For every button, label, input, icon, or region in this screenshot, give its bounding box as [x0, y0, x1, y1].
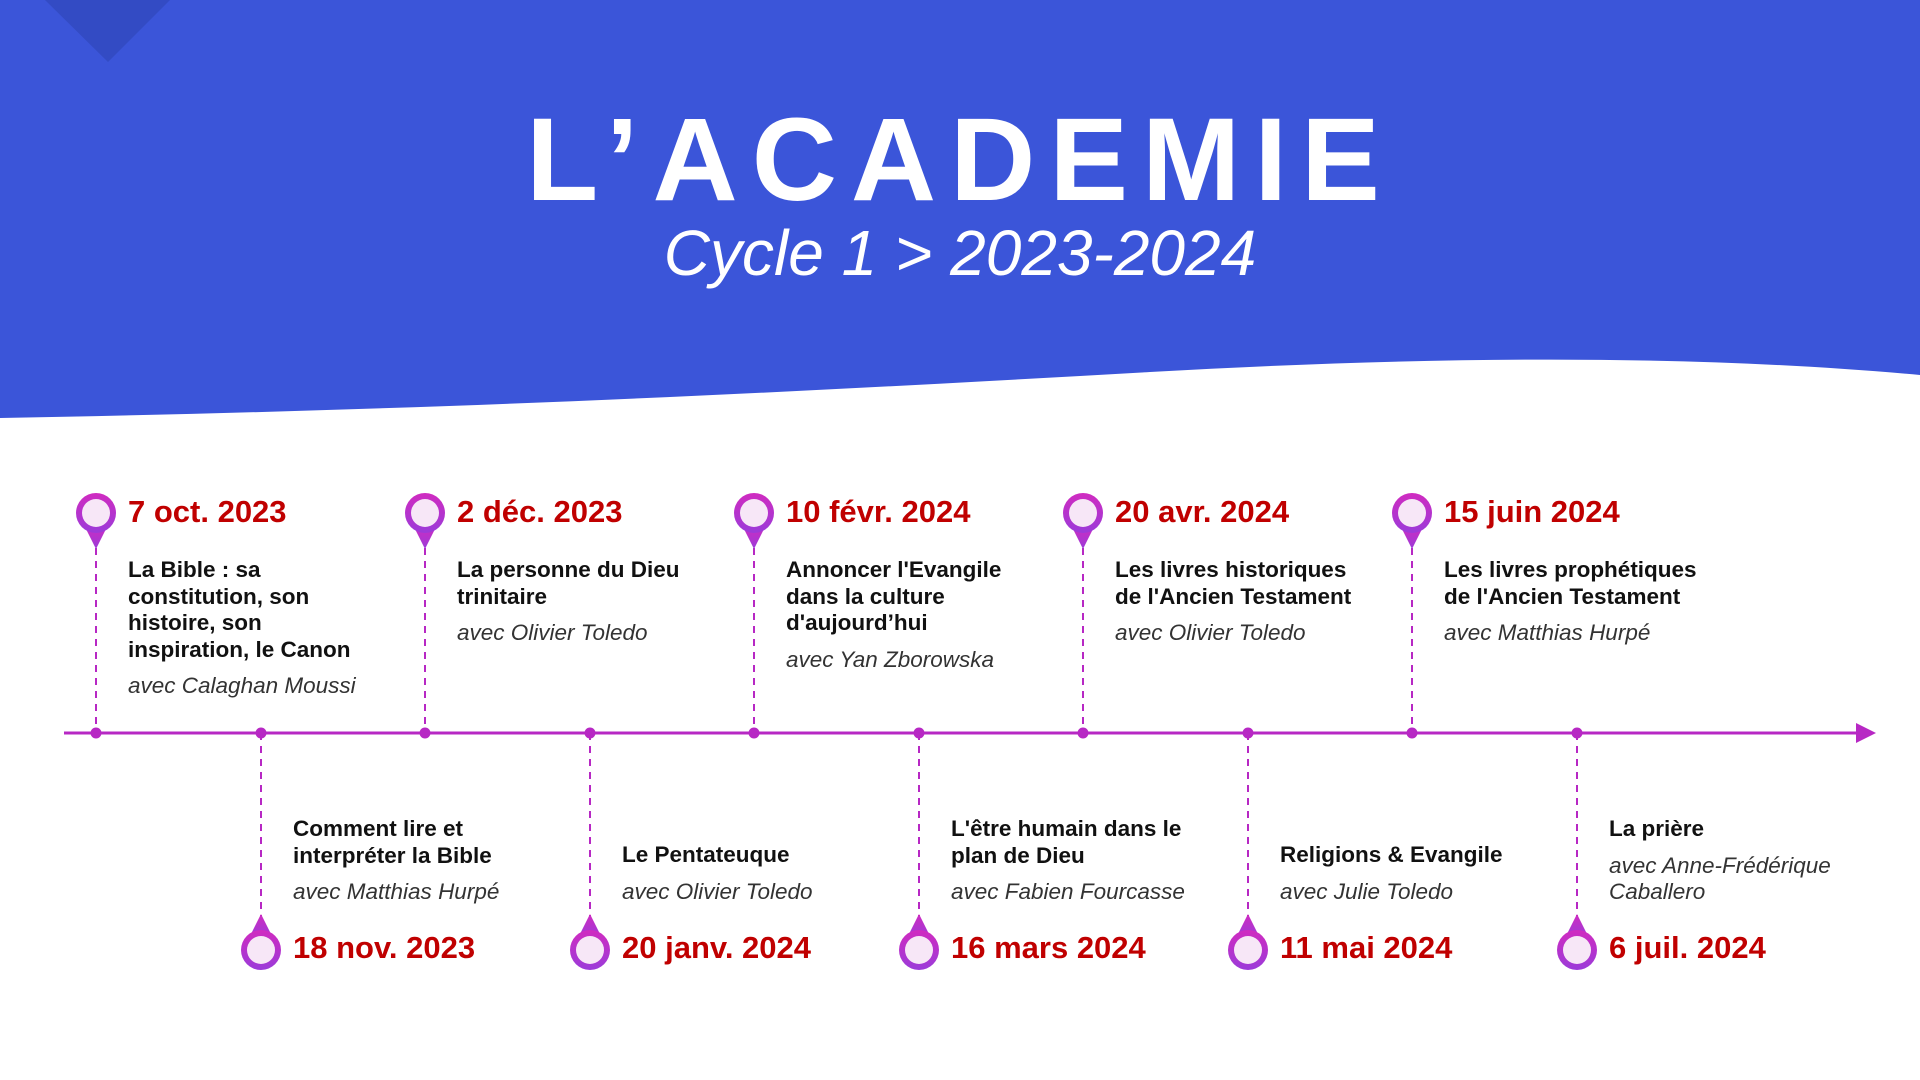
timeline-dot [91, 728, 102, 739]
event-title: Annoncer l'Evangile dans la culture d'aujourd’hui [786, 557, 1002, 635]
timeline-event-bottom-5 [1609, 816, 1869, 905]
timeline-event-bottom-2 [622, 842, 882, 905]
timeline-dot [256, 728, 267, 739]
timeline-event-top-4 [1115, 557, 1375, 646]
event-date: 16 mars 2024 [951, 930, 1146, 965]
timeline-dot [749, 728, 760, 739]
timeline-dot [1572, 728, 1583, 739]
map-pin-icon [241, 914, 281, 970]
event-speaker: avec Olivier Toledo [1115, 620, 1306, 645]
event-title: Les livres historiques de l'Ancien Testament [1115, 557, 1352, 609]
timeline-event-bottom-3 [951, 816, 1211, 905]
event-date: 11 mai 2024 [1280, 930, 1453, 965]
timeline-dot [914, 728, 925, 739]
event-speaker: avec Julie Toledo [1280, 878, 1454, 904]
event-title: La personne du Dieu trinitaire [457, 557, 680, 609]
event-speaker: avec Fabien Fourcasse [951, 879, 1185, 904]
event-title: La prière [1609, 816, 1705, 841]
timeline-dot [1407, 728, 1418, 739]
timeline-event-bottom-4 [1280, 842, 1540, 905]
timeline-event-top-2 [457, 557, 717, 646]
event-speaker: avec Matthias Hurpé [293, 879, 500, 904]
map-pin-icon [734, 493, 774, 549]
event-speaker: avec Calaghan Moussi [128, 673, 356, 698]
timeline-dot [1243, 728, 1254, 739]
event-speaker: avec Yan Zborowska [786, 646, 995, 672]
map-pin-icon [1063, 493, 1103, 549]
event-date: 15 juin 2024 [1444, 494, 1620, 529]
event-title: Les livres prophétiques de l'Ancien Testament [1444, 557, 1697, 609]
map-pin-icon [570, 914, 610, 970]
timeline-event-top-3 [786, 557, 1046, 673]
event-date: 6 juil. 2024 [1609, 930, 1766, 965]
event-date: 20 avr. 2024 [1115, 494, 1290, 529]
event-title: L'être humain dans le plan de Dieu [951, 816, 1182, 868]
timeline-event-bottom-1 [293, 816, 553, 905]
timeline-dot [1078, 728, 1089, 739]
timeline-dot [420, 728, 431, 739]
map-pin-icon [76, 493, 116, 549]
event-speaker: avec Olivier Toledo [457, 620, 648, 645]
event-date: 20 janv. 2024 [622, 930, 812, 965]
event-date: 7 oct. 2023 [128, 494, 287, 529]
event-title: Religions & Evangile [1280, 842, 1503, 867]
timeline-arrow-head [1856, 723, 1876, 743]
event-title: La Bible : sa constitution, son histoire, son inspiration, le Canon [128, 557, 351, 662]
timeline-event-top-5 [1444, 557, 1704, 646]
event-title: Comment lire et interpréter la Bible [293, 816, 492, 868]
event-title: Le Pentateuque [622, 842, 790, 867]
event-speaker: avec Olivier Toledo [622, 878, 813, 904]
map-pin-icon [899, 914, 939, 970]
event-speaker: avec Anne-Frédérique Caballero [1609, 852, 1831, 904]
page-subtitle: Cycle 1 > 2023-2024 [663, 217, 1257, 289]
event-date: 10 févr. 2024 [786, 494, 971, 529]
timeline-dot [585, 728, 596, 739]
timeline-event-top-1 [128, 557, 388, 699]
map-pin-icon [1228, 914, 1268, 970]
event-speaker: avec Matthias Hurpé [1444, 620, 1651, 645]
map-pin-icon [1557, 914, 1597, 970]
map-pin-icon [1392, 493, 1432, 549]
map-pin-icon [405, 493, 445, 549]
page-title: L’ACADEMIE [526, 94, 1394, 226]
event-date: 2 déc. 2023 [457, 494, 623, 529]
event-date: 18 nov. 2023 [293, 930, 476, 965]
